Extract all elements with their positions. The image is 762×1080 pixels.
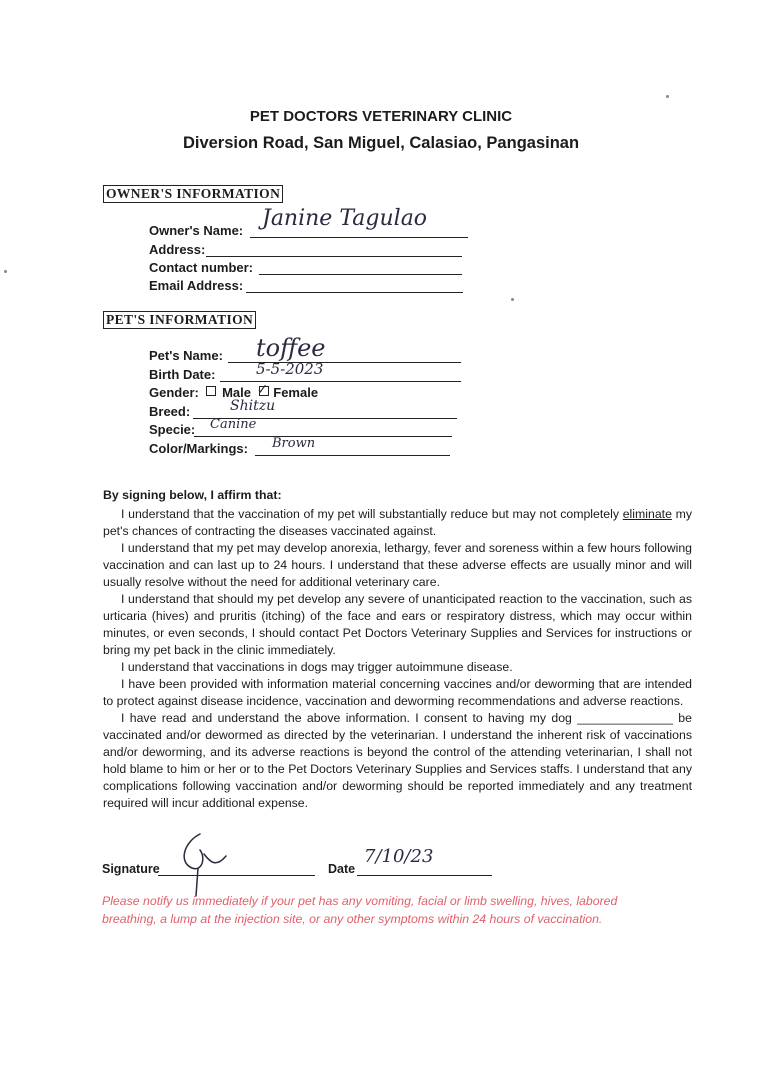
color-markings-value: Brown: [272, 436, 316, 451]
affirmation-text: be vaccinated and/or dewormed as directed by the veterinarian. I understand the inherent risk of vaccinations and/or deworming, and its adverse reactions is beyond the control of the attending veterinarian, I shall not hold blame to him or her or to the Pet Doctors Veterinary Supplies and Services staffs. I understand that any complications following vaccination and/or deworming should be reported immediately and any treatment required will incur additional expense.: [103, 711, 692, 810]
contact-number-field[interactable]: [259, 259, 462, 275]
female-check-mark-icon: ✓: [256, 381, 269, 397]
pet-name-label: Pet's Name:: [149, 348, 223, 363]
contact-number-label: Contact number:: [149, 260, 253, 275]
affirmation-text: my pet's chances of contracting the diseases vaccinated against.: [103, 507, 693, 538]
breed-value: Shitzu: [230, 398, 276, 414]
specie-label: Specie:: [149, 422, 196, 437]
affirmation-paragraph: [103, 710, 692, 812]
dog-name-blank[interactable]: ______________: [577, 711, 673, 725]
affirmation-text: I understand that the vaccination of my pet will substantially reduce but may not completely: [121, 507, 623, 521]
affirmation-paragraph: I have been provided with information material concerning vaccines and/or deworming that are intended to protect against disease incidence, vaccination and deworming recommendations and adverse reactions.: [103, 677, 692, 708]
male-option-label: Male: [222, 385, 251, 400]
address-field[interactable]: [206, 241, 462, 257]
date-value: 7/10/23: [364, 846, 434, 867]
owner-section-heading: OWNER'S INFORMATION: [103, 185, 283, 203]
birth-date-value: 5-5-2023: [256, 360, 324, 378]
date-label: Date: [328, 862, 356, 876]
pet-name-value: toffee: [256, 334, 326, 362]
female-option-label: Female: [273, 385, 319, 400]
male-checkbox[interactable]: [206, 386, 216, 396]
vaccination-notice: Please notify us immediately if your pet has any vomiting, facial or limb swelling, hives, labored breathing, a lump at the injection site, or any other symptoms within 24 hours of vaccination.: [102, 894, 618, 926]
address-label: Address:: [149, 242, 206, 257]
color-markings-label: Color/Markings:: [149, 441, 248, 456]
gender-label: Gender:: [149, 385, 199, 400]
owner-name-value: Janine Tagulao: [262, 206, 428, 231]
specie-value: Canine: [210, 417, 257, 432]
clinic-address: Diversion Road, San Miguel, Calasiao, Pangasinan: [182, 134, 580, 152]
affirmation-paragraph: I understand that vaccinations in dogs may trigger autoimmune disease.: [121, 660, 513, 674]
signature-scribble: [170, 828, 240, 898]
affirmation-text: I have read and understand the above information. I consent to having my dog: [121, 711, 578, 725]
scan-speck: [511, 298, 514, 301]
pet-section-heading: PET'S INFORMATION: [103, 311, 256, 329]
female-checkbox[interactable]: [256, 381, 269, 397]
affirmation-paragraph: I understand that should my pet develop any severe of unanticipated reaction to the vaccination, such as urticaria (hives) and pruritis (itching) of the face and ears or respiratory distress, which may occur within minutes, or even seconds, I should contact Pet Doctors Veterinary Supplies and Services for instructions or bring my pet back in the clinic immediately.: [103, 592, 692, 657]
breed-label: Breed:: [149, 404, 191, 419]
email-label: Email Address:: [149, 278, 244, 293]
eliminate-underlined-text: eliminate: [622, 507, 672, 521]
affirmation-paragraph: [103, 506, 692, 540]
affirmation-body: [103, 506, 692, 812]
clinic-name: PET DOCTORS VETERINARY CLINIC: [249, 108, 513, 125]
affirmation-title: By signing below, I affirm that:: [103, 488, 282, 502]
signature-label: Signature: [102, 862, 160, 876]
birth-date-label: Birth Date:: [149, 367, 216, 382]
scan-speck: [4, 270, 7, 273]
email-field[interactable]: [246, 277, 463, 293]
affirmation-paragraph: I understand that my pet may develop anorexia, lethargy, fever and soreness within a few hours following vaccination and can last up to 24 hours. I understand that these adverse effects are usually minor and will usually resolve without the need for additional veterinary care.: [103, 541, 692, 589]
scan-speck: [666, 95, 669, 98]
owner-name-label: Owner's Name:: [149, 223, 244, 238]
